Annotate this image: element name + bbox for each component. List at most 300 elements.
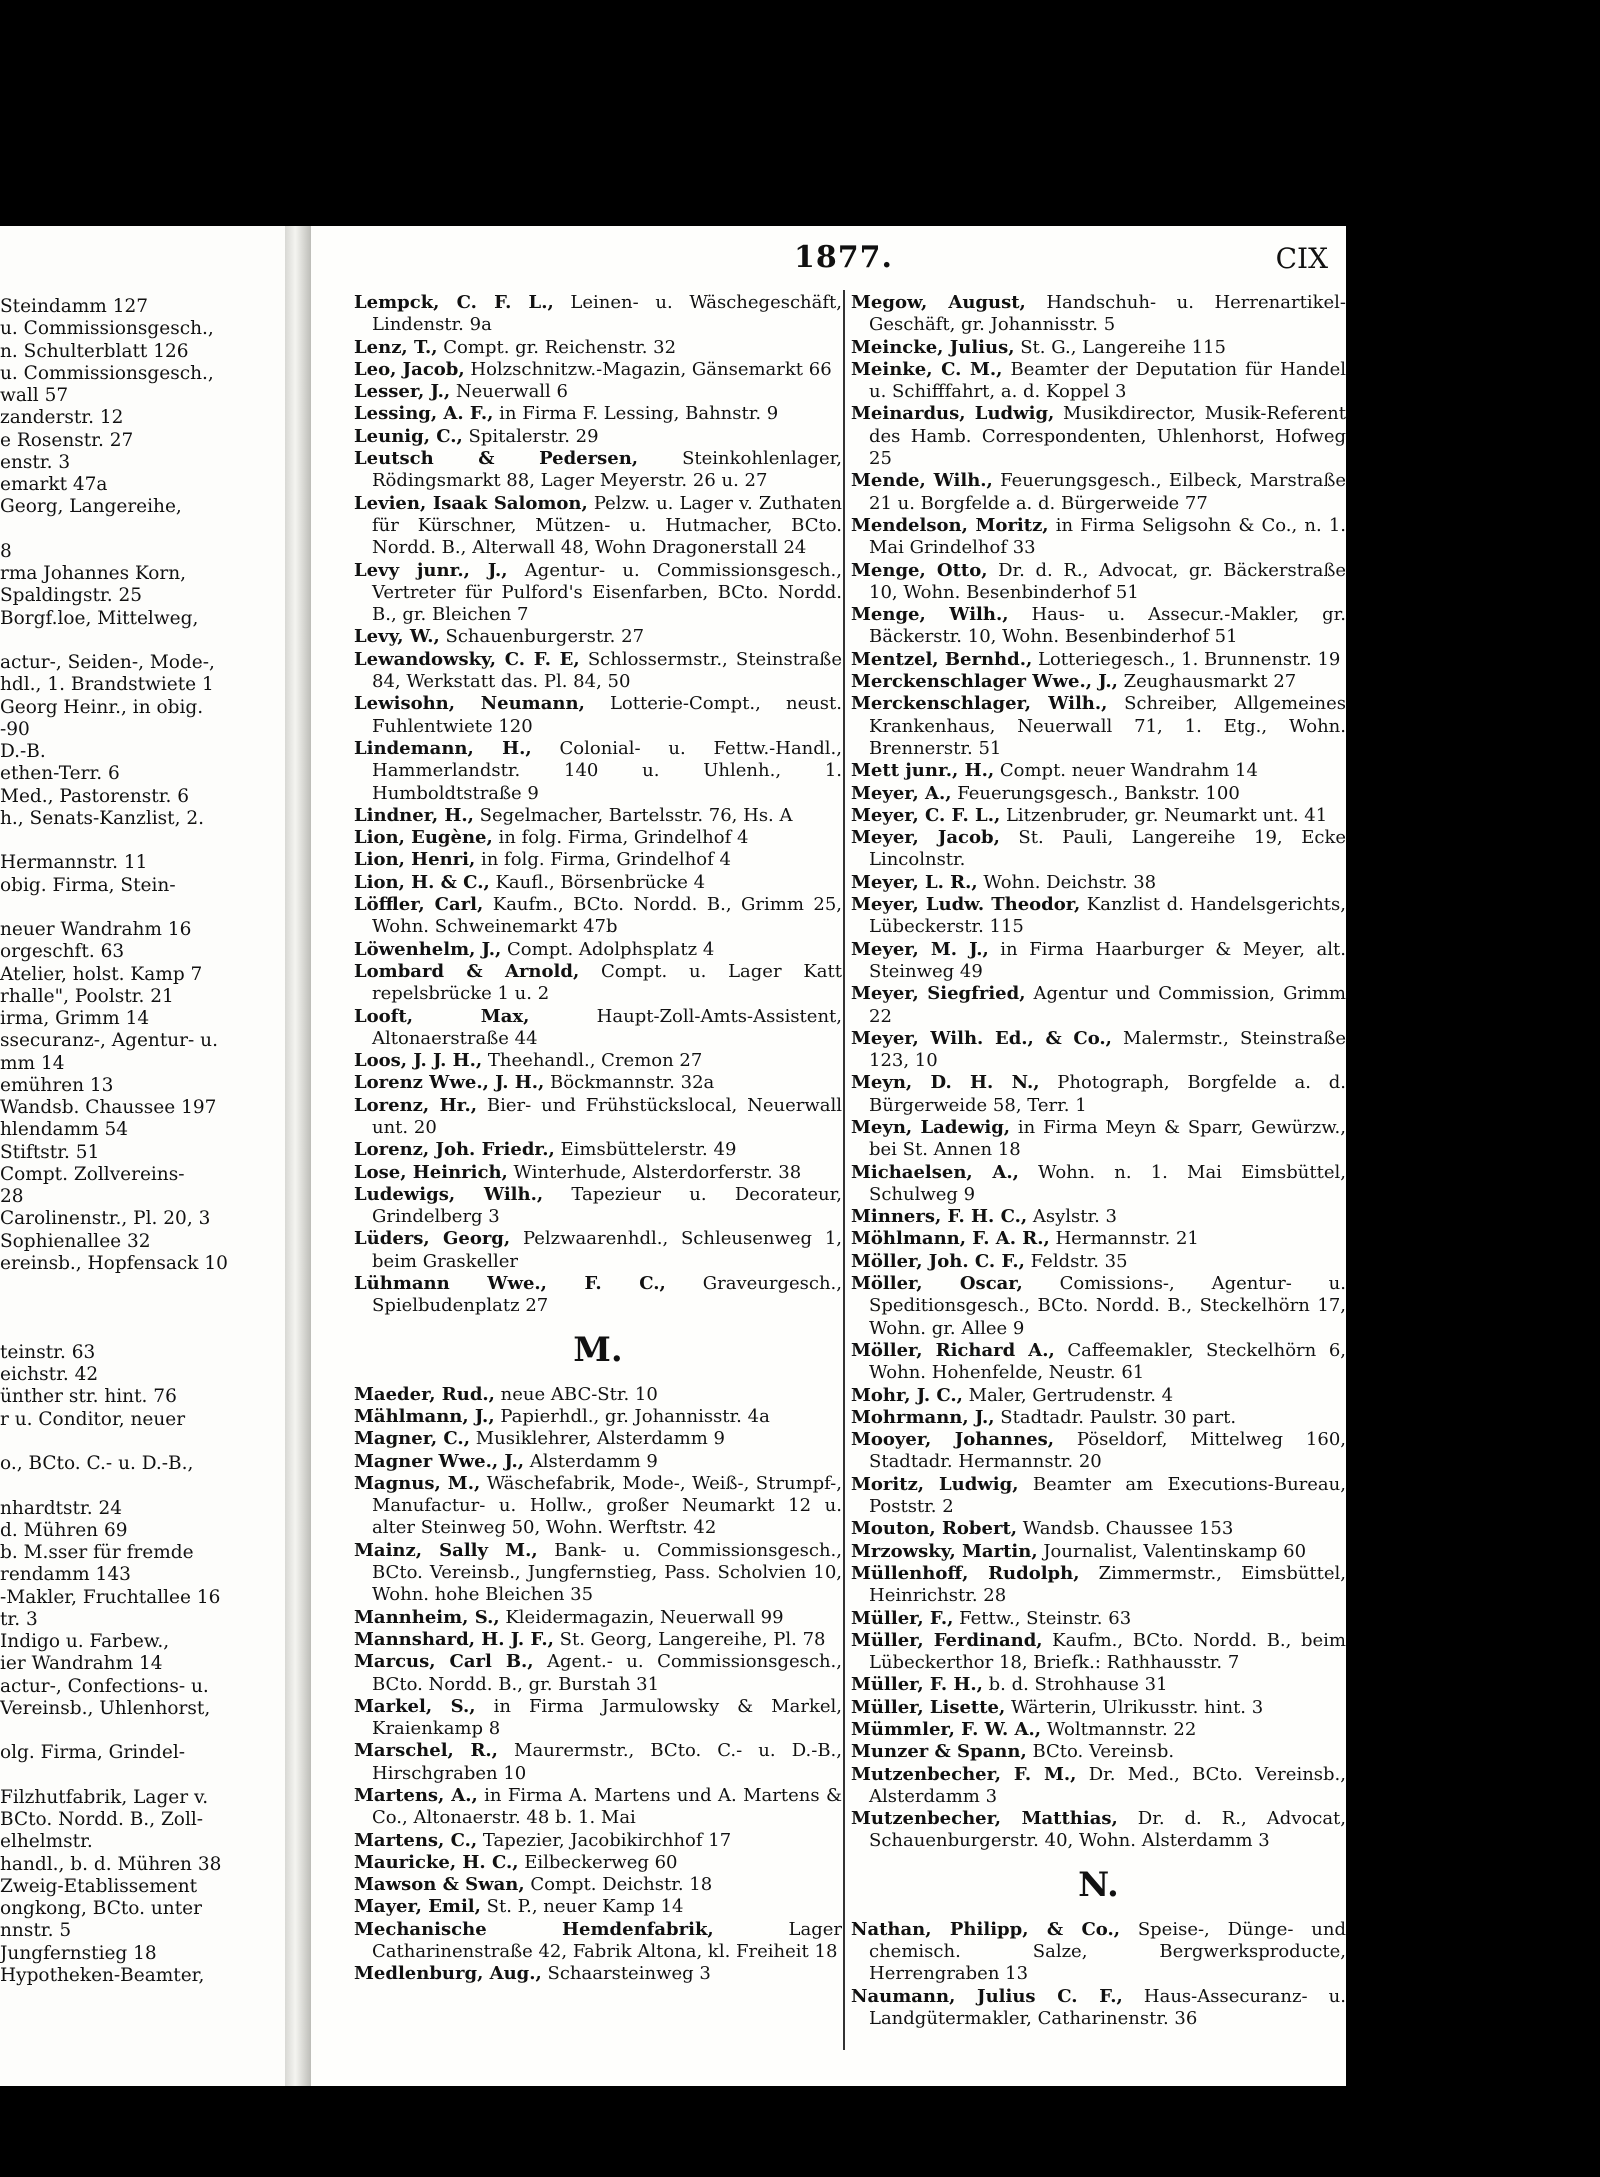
directory-entry (354, 493, 842, 560)
entry-details: in Firma Haarburger & Meyer, alt. Steinweg 49 (869, 938, 1346, 982)
entry-name: Lorenz, Hr., (354, 1094, 477, 1116)
left-page-line: Spaldingstr. 25 (0, 585, 143, 607)
directory-entry (851, 1474, 1346, 1519)
running-head (311, 240, 1346, 280)
entry-details: b. d. Strohhause 31 (982, 1674, 1168, 1696)
directory-entry (851, 604, 1346, 649)
directory-entry (851, 1541, 1346, 1563)
entry-name: Lewandowsky, C. F. E, (354, 648, 580, 670)
left-page-line: elhelmstr. (0, 1831, 93, 1853)
entry-details: Stadtadr. Paulstr. 30 part. (994, 1406, 1237, 1428)
entry-details: neue ABC-Str. 10 (494, 1383, 658, 1405)
entry-details: Dr. d. R., Advocat, gr. Bäckerstraße 10, Wohn. Besenbinderhof 51 (869, 559, 1346, 603)
entry-details: St. Pauli, Langereihe 19, Ecke Lincolnstr. (869, 827, 1346, 871)
left-page-line: Hypotheken-Beamter, (0, 1964, 205, 1986)
entry-name: Magnus, M., (354, 1472, 481, 1494)
entry-name: Lühmann Wwe., F. C., (354, 1273, 666, 1295)
entry-details: Agentur- u. Commissionsgesch., Vertreter für Pulford's Eisenfarben, BCto. Nordd. B., gr. Bleichen 7 (372, 559, 842, 626)
entry-name: Lempck, C. F. L., (354, 292, 554, 313)
left-page-line: Jungfernstieg 18 (0, 1942, 157, 1964)
entry-details: Wohn. Deichstr. 38 (977, 871, 1157, 893)
entry-name: Müller, Lisette, (851, 1696, 1006, 1718)
directory-entry (354, 337, 842, 359)
left-page-line: eichstr. 42 (0, 1364, 99, 1385)
entry-name: Munzer & Spann, (851, 1741, 1027, 1763)
directory-entry (851, 671, 1346, 693)
left-page-line: n. Schulterblatt 126 (0, 340, 189, 362)
directory-entry (354, 359, 842, 381)
left-page-line: Vereinsb., Uhlenhorst, (0, 1697, 211, 1719)
left-page-line: mm 14 (0, 1052, 65, 1074)
entry-details: Journalist, Valentinskamp 60 (1037, 1540, 1307, 1562)
entry-details: Pelzw. u. Lager v. Zuthaten für Kürschner, Mützen- u. Hutmacher, BCto. Nordd. B., Alterwall 48, Wohn Dragonerstall 24 (372, 492, 842, 559)
entry-name: Naumann, Julius C. F., (851, 1985, 1123, 2007)
entry-details: Agent.- u. Commissionsgesch., BCto. Nordd. B., gr. Burstah 31 (372, 1651, 842, 1695)
directory-entry (354, 1740, 842, 1785)
left-page-line (0, 1320, 280, 1342)
entry-name: Mümmler, F. W. A., (851, 1719, 1042, 1740)
entry-details: Photograph, Borgfelde a. d. Bürgerweide 58, Terr. 1 (869, 1072, 1346, 1116)
entry-name: Mouton, Robert, (851, 1518, 1018, 1540)
entry-details: Winterhude, Alsterdorferstr. 38 (507, 1161, 802, 1183)
entry-details: Litzenbruder, gr. Neumarkt unt. 41 (1000, 804, 1328, 826)
directory-entry (354, 1139, 842, 1161)
entry-details: Tapezier, Jacobikirchhof 17 (477, 1829, 732, 1851)
directory-entry (851, 1340, 1346, 1385)
directory-entry (851, 1608, 1346, 1630)
entry-details: Wärterin, Ulrikusstr. hint. 3 (1005, 1696, 1264, 1718)
entry-details: Bier- und Frühstückslocal, Neuerwall unt. 20 (372, 1094, 843, 1138)
entry-details: in Firma Jarmulowsky & Markel, Kraienkamp 8 (372, 1695, 842, 1740)
entry-details: Graveurgesch., Spielbudenplatz 27 (372, 1273, 842, 1317)
left-page-line (0, 1720, 280, 1742)
entry-name: Lorenz Wwe., J. H., (354, 1072, 545, 1094)
entry-details: Haus-Assecuranz- u. Landgütermakler, Catharinenstr. 36 (869, 1985, 1346, 2029)
entry-name: Medlenburg, Aug., (354, 1963, 542, 1985)
directory-entry (851, 292, 1346, 337)
left-page-line: 8 (0, 540, 12, 562)
entry-name: Lion, H. & C., (354, 871, 490, 893)
entry-name: Mrzowsky, Martin, (851, 1540, 1038, 1562)
entry-details: Wohn. n. 1. Mai Eimsbüttel, Schulweg 9 (869, 1161, 1346, 1205)
entry-name: Meyer, Siegfried, (851, 983, 1026, 1005)
directory-entry (354, 1050, 842, 1072)
directory-entry (851, 1764, 1346, 1809)
entry-details: Wandsb. Chaussee 153 (1017, 1518, 1234, 1540)
column-divider (843, 290, 845, 2050)
entry-details: Haupt-Zoll-Amts-Assistent, Altonaerstraße 44 (372, 1005, 842, 1049)
directory-entry (354, 1963, 842, 1985)
directory-entry (354, 1540, 842, 1607)
left-page-line: hdl., 1. Brandstwiete 1 (0, 674, 214, 696)
entry-details: Eilbeckerweg 60 (518, 1851, 678, 1873)
left-page-line (0, 1275, 280, 1297)
entry-name: Meinke, C. M., (851, 358, 1003, 380)
entry-name: Möller, Joh. C. F., (851, 1250, 1025, 1272)
entry-name: Möhlmann, F. A. R., (851, 1228, 1050, 1250)
entry-details: Feuerungsgesch., Bankstr. 100 (951, 782, 1240, 804)
directory-entry (354, 1607, 842, 1629)
entry-name: Minners, F. H. C., (851, 1206, 1028, 1228)
entry-details: Maler, Gertrudenstr. 4 (962, 1384, 1174, 1406)
directory-entry (851, 760, 1346, 782)
entry-name: Mannheim, S., (354, 1606, 500, 1628)
directory-entry (851, 1385, 1346, 1407)
directory-entry (354, 1874, 842, 1896)
directory-entry (851, 403, 1346, 470)
entry-details: Lotteriegesch., 1. Brunnenstr. 19 (1032, 648, 1341, 670)
entry-details: Dr. Med., BCto. Vereinsb., Alsterdamm 3 (869, 1763, 1346, 1807)
left-page-line: Wandsb. Chaussee 197 (0, 1097, 217, 1118)
directory-entry (354, 1830, 842, 1852)
directory-entry (354, 1852, 842, 1874)
entry-name: Merckenschlager, Wilh., (851, 693, 1108, 715)
left-page-line: -Makler, Fruchtallee 16 (0, 1586, 221, 1608)
directory-entry (851, 515, 1346, 560)
entry-details: Feldstr. 35 (1024, 1250, 1128, 1272)
entry-details: Neuerwall 6 (450, 381, 568, 403)
left-page-line (0, 897, 280, 919)
left-page-line: Carolinenstr., Pl. 20, 3 (0, 1208, 211, 1230)
entry-name: Ludewigs, Wilh., (354, 1183, 544, 1205)
entry-name: Markel, S., (354, 1695, 476, 1717)
entries-l (354, 292, 842, 1318)
entry-name: Nathan, Philipp, & Co., (851, 1918, 1120, 1940)
entry-name: Mayer, Emil, (354, 1896, 481, 1918)
directory-entry (851, 1518, 1346, 1540)
entry-name: Levy, W., (354, 626, 440, 648)
directory-entry (851, 1028, 1346, 1073)
left-page-line: olg. Firma, Grindel- (0, 1742, 185, 1764)
directory-entry (851, 1697, 1346, 1719)
left-page-line: handl., b. d. Mühren 38 (0, 1853, 222, 1875)
directory-entry (851, 1228, 1346, 1250)
section-letter-m: M. (573, 1329, 623, 1370)
directory-entry (354, 1006, 842, 1051)
directory-entry (354, 292, 842, 337)
directory-entry (354, 1095, 842, 1140)
entry-name: Marschel, R., (354, 1740, 498, 1762)
entry-details: Pöseldorf, Mittelweg 160, Stadtadr. Hermannstr. 20 (869, 1429, 1346, 1473)
left-page-column (0, 296, 280, 1987)
entry-details: Zeughausmarkt 27 (1117, 671, 1297, 693)
entry-name: Moritz, Ludwig, (851, 1473, 1019, 1495)
left-page-line: emühren 13 (0, 1074, 114, 1096)
left-page-line: 28 (0, 1186, 24, 1207)
entry-details: Schreiber, Allgemeines Krankenhaus, Neuerwall 71, 1. Etg., Wohn. Brennerstr. 51 (869, 693, 1346, 759)
directory-entry (851, 649, 1346, 671)
entry-details: Leinen- u. Wäschegeschäft, Lindenstr. 9a (372, 292, 842, 336)
left-page-line: b. M.sser für fremde (0, 1542, 194, 1563)
entry-details: St. P., neuer Kamp 14 (480, 1896, 684, 1918)
directory-entry (851, 1741, 1346, 1763)
directory-entry (354, 1406, 842, 1428)
entry-name: Loos, J. J. H., (354, 1050, 483, 1072)
left-page-line: ethen-Terr. 6 (0, 763, 120, 785)
directory-entry (851, 1919, 1346, 1986)
entry-details: Musiklehrer, Alsterdamm 9 (469, 1428, 725, 1450)
entry-details: Holzschnitzw.-Magazin, Gänsemarkt 66 (464, 358, 832, 380)
right-page (311, 226, 1346, 2086)
entry-details: Kaufm., BCto. Nordd. B., Grimm 25, Wohn. Schweinemarkt 47b (372, 894, 843, 938)
entry-name: Müllenhoff, Rudolph, (851, 1562, 1080, 1584)
entry-name: Mauricke, H. C., (354, 1851, 519, 1873)
directory-entry (851, 1072, 1346, 1117)
directory-entry (851, 1273, 1346, 1340)
directory-entry (354, 827, 842, 849)
directory-entry (851, 1719, 1346, 1741)
entry-details: Caffeemakler, Steckelhörn 6, Wohn. Hohenfelde, Neustr. 61 (869, 1339, 1346, 1384)
directory-entry (851, 827, 1346, 872)
entry-name: Leunig, C., (354, 425, 463, 447)
entry-name: Müller, F., (851, 1607, 954, 1629)
directory-entry (354, 1273, 842, 1318)
left-page-line: hlendamm 54 (0, 1119, 129, 1141)
entries-m-left (354, 1384, 842, 1986)
left-page-line: ereinsb., Hopfensack 10 (0, 1252, 228, 1274)
entry-name: Meyer, Ludw. Theodor, (851, 894, 1081, 916)
entry-name: Meincke, Julius, (851, 336, 1015, 358)
entry-details: in folg. Firma, Grindelhof 4 (475, 849, 731, 871)
entry-name: Leo, Jacob, (354, 358, 465, 380)
entry-details: Beamter der Deputation für Handel u. Schifffahrt, a. d. Koppel 3 (869, 358, 1346, 403)
entry-details: Kaufl., Börsenbrücke 4 (489, 871, 706, 893)
page-number: CIX (1275, 242, 1328, 275)
entry-details: in folg. Firma, Grindelhof 4 (492, 827, 749, 849)
left-page-line (0, 1765, 280, 1787)
left-page-line: teinstr. 63 (0, 1341, 96, 1363)
entry-details: Tapezieur u. Decorateur, Grindelberg 3 (372, 1183, 842, 1228)
entry-name: Menge, Wilh., (851, 604, 1009, 626)
directory-entry (851, 693, 1346, 760)
directory-entry (851, 560, 1346, 605)
entry-name: Müller, F. H., (851, 1674, 983, 1696)
directory-column-left (354, 292, 842, 1986)
directory-entry (851, 470, 1346, 515)
directory-entry (851, 337, 1346, 359)
left-page-line: Steindamm 127 (0, 296, 149, 317)
entry-name: Mannshard, H. J. F., (354, 1628, 554, 1650)
left-page-line (0, 1431, 280, 1453)
entry-name: Michaelsen, A., (851, 1161, 1019, 1183)
left-page-line: obig. Firma, Stein- (0, 874, 176, 896)
left-page-line: -90 (0, 718, 30, 740)
entry-details: Steinkohlenlager, Rödingsmarkt 88, Lager Meyerstr. 26 u. 27 (372, 448, 842, 492)
entry-name: Levien, Isaak Salomon, (354, 492, 588, 514)
entry-details: Feuerungsgesch., Eilbeck, Marstraße 21 u. Borgfelde a. d. Bürgerweide 77 (869, 470, 1346, 514)
left-page-line: Stiftstr. 51 (0, 1141, 100, 1163)
directory-entry (354, 738, 842, 805)
directory-entry (851, 894, 1346, 939)
left-page-line: actur-, Confections- u. (0, 1675, 209, 1697)
entry-name: Magner Wwe., J., (354, 1450, 525, 1472)
entry-name: Mendelson, Moritz, (851, 514, 1049, 536)
directory-entry (354, 894, 842, 939)
left-page-fragment (0, 226, 285, 2086)
entry-name: Meyer, Wilh. Ed., & Co., (851, 1027, 1112, 1049)
entry-details: Maurermstr., BCto. C.- u. D.-B., Hirschgraben 10 (372, 1740, 842, 1784)
entry-name: Mohrmann, J., (851, 1406, 995, 1428)
entry-details: in Firma Seligsohn & Co., n. 1. Mai Grindelhof 33 (869, 514, 1346, 559)
entry-name: Levy junr., J., (354, 559, 508, 581)
directory-entry (354, 693, 842, 738)
left-page-line: Hermannstr. 11 (0, 852, 148, 874)
directory-entry (851, 1162, 1346, 1207)
entry-details: Handschuh- u. Herrenartikel-Geschäft, gr. Johannisstr. 5 (869, 292, 1346, 336)
entry-name: Mählmann, J., (354, 1405, 495, 1427)
entry-details: Schauenburgerstr. 27 (439, 626, 645, 648)
entry-name: Mechanische Hemdenfabrik, (354, 1918, 714, 1940)
entry-name: Mentzel, Bernhd., (851, 648, 1033, 670)
directory-entry (354, 448, 842, 493)
left-page-line: u. Commissionsgesch., (0, 362, 214, 384)
entry-details: Fettw., Steinstr. 63 (953, 1607, 1132, 1629)
left-page-line: Borgf.loe, Mittelweg, (0, 607, 199, 629)
page-year: 1877. (794, 240, 893, 275)
entry-details: in Firma Meyn & Sparr, Gewürzw., bei St. Annen 18 (869, 1116, 1346, 1161)
directory-entry (354, 1473, 842, 1540)
left-page-line: nnstr. 5 (0, 1920, 72, 1942)
entry-details: Böckmannstr. 32a (544, 1072, 715, 1094)
entry-details: St. Georg, Langereihe, Pl. 78 (553, 1628, 826, 1650)
directory-entry (851, 1206, 1346, 1228)
entry-name: Menge, Otto, (851, 559, 988, 581)
entry-details: Pelzwaarenhdl., Schleusenweg 1, beim Graskeller (372, 1228, 842, 1272)
entry-name: Maeder, Rud., (354, 1383, 495, 1405)
left-page-line: enstr. 3 (0, 451, 71, 473)
directory-entry (354, 849, 842, 871)
directory-entry (851, 359, 1346, 404)
directory-entry (354, 1384, 842, 1406)
directory-entry (851, 1563, 1346, 1608)
left-page-line: ünther str. hint. 76 (0, 1386, 177, 1408)
directory-entry (354, 939, 842, 961)
entry-details: Hermannstr. 21 (1049, 1228, 1199, 1250)
left-page-line: Georg, Langereihe, (0, 496, 182, 518)
directory-entry (851, 939, 1346, 984)
directory-entry (851, 1429, 1346, 1474)
entries-n (851, 1919, 1346, 2030)
left-page-line (0, 1297, 280, 1319)
directory-entry (354, 1162, 842, 1184)
directory-entry (354, 1896, 842, 1918)
entry-details: Kaufm., BCto. Nordd. B., beim Lübeckerthor 18, Briefk.: Rathhausstr. 7 (869, 1629, 1346, 1674)
entry-details: Bank- u. Commissionsgesch., BCto. Vereinsb., Jungfernstieg, Pass. Scholvien 10, Wohn. hohe Bleichen 35 (372, 1539, 842, 1606)
entry-name: Mett junr., H., (851, 760, 995, 782)
directory-entry (851, 1808, 1346, 1853)
directory-entry (354, 805, 842, 827)
entry-name: Magner, C., (354, 1428, 470, 1450)
entry-name: Leutsch & Pedersen, (354, 448, 639, 470)
directory-entry (851, 1630, 1346, 1675)
entry-details: Colonial- u. Fettw.-Handl., Hammerlandstr. 140 u. Uhlenh., 1. Humboldtstraße 9 (372, 737, 842, 804)
entry-name: Lüders, Georg, (354, 1228, 511, 1250)
entry-name: Löffler, Carl, (354, 894, 484, 916)
directory-entry (851, 1674, 1346, 1696)
entry-name: Möller, Richard A., (851, 1339, 1055, 1361)
entry-name: Megow, August, (851, 292, 1026, 313)
directory-entry (354, 1629, 842, 1651)
entry-name: Meyer, A., (851, 782, 952, 804)
entry-name: Merckenschlager Wwe., J., (851, 671, 1118, 693)
left-page-line (0, 830, 280, 852)
entry-details: Comissions-, Agentur- u. Speditionsgesch., BCto. Nordd. B., Steckelhörn 17, Wohn. gr. Allee 9 (869, 1273, 1346, 1339)
directory-entry (851, 805, 1346, 827)
entry-name: Lewisohn, Neumann, (354, 693, 585, 715)
entry-details: Segelmacher, Bartelsstr. 76, Hs. A (473, 804, 793, 826)
directory-entry (851, 872, 1346, 894)
entry-details: in Firma F. Lessing, Bahnstr. 9 (493, 403, 779, 425)
entry-name: Löwenhelm, J., (354, 938, 502, 960)
entry-details: Wäschefabrik, Mode-, Weiß-, Strumpf-, Manufactur- u. Hollw., großer Neumarkt 12 u. alter Steinweg 50, Wohn. Werftstr. 42 (372, 1472, 842, 1539)
entry-name: Meyer, Jacob, (851, 827, 1000, 849)
entry-name: Lorenz, Joh. Friedr., (354, 1139, 555, 1161)
directory-entry (354, 1785, 842, 1830)
directory-entry (354, 1072, 842, 1094)
directory-entry (354, 1428, 842, 1450)
left-page-line: tr. 3 (0, 1608, 38, 1630)
entry-details: Agentur und Commission, Grimm 22 (869, 983, 1346, 1027)
entry-details: Compt. Adolphsplatz 4 (501, 938, 715, 960)
entry-name: Meyn, Ladewig, (851, 1116, 1011, 1138)
directory-entry (354, 426, 842, 448)
entry-name: Meyn, D. H. N., (851, 1072, 1040, 1094)
left-page-line: Filzhutfabrik, Lager v. (0, 1786, 209, 1808)
left-page-line (0, 519, 280, 541)
left-page-line: orgeschft. 63 (0, 941, 125, 963)
entry-details: Eimsbüttelerstr. 49 (554, 1139, 737, 1161)
directory-entry (354, 1919, 842, 1964)
entry-details: Musikdirector, Musik-Referent des Hamb. Correspondenten, Uhlenhorst, Hofweg 25 (869, 403, 1346, 470)
entry-name: Möller, Oscar, (851, 1273, 1023, 1295)
entry-name: Lion, Eugène, (354, 827, 493, 849)
entry-name: Mooyer, Johannes, (851, 1429, 1055, 1451)
entry-details: Schaarsteinweg 3 (541, 1963, 711, 1985)
left-page-line: d. Mühren 69 (0, 1519, 128, 1541)
left-page-line: zanderstr. 12 (0, 407, 124, 429)
directory-entry (354, 560, 842, 627)
left-page-line: rma Johannes Korn, (0, 563, 187, 584)
entry-name: Martens, C., (354, 1829, 478, 1851)
left-page-line: wall 57 (0, 385, 69, 406)
entry-name: Meyer, L. R., (851, 871, 978, 893)
entry-name: Mohr, J. C., (851, 1384, 963, 1406)
left-page-line: Compt. Zollvereins- (0, 1163, 185, 1185)
left-page-line (0, 1475, 280, 1497)
directory-entry (354, 403, 842, 425)
entry-details: Lager Catharinenstraße 42, Fabrik Altona, kl. Freiheit 18 (372, 1918, 842, 1963)
entry-name: Lesser, J., (354, 381, 451, 403)
left-page-line: h., Senats-Kanzlist, 2. (0, 807, 204, 829)
directory-entry (354, 1184, 842, 1229)
entry-details: Speise-, Dünge- und chemisch. Salze, Bergwerksproducte, Herrengraben 13 (869, 1918, 1346, 1985)
left-page-line: irma, Grimm 14 (0, 1008, 150, 1029)
entry-name: Marcus, Carl B., (354, 1651, 534, 1673)
entry-name: Mawson & Swan, (354, 1874, 525, 1896)
directory-entry (851, 1251, 1346, 1273)
left-page-line: Atelier, holst. Kamp 7 (0, 963, 203, 985)
entry-details: St. G., Langereihe 115 (1014, 336, 1226, 358)
directory-entry (354, 1651, 842, 1696)
left-page-line: Indigo u. Farbew., (0, 1631, 170, 1652)
entry-details: Beamter am Executions-Bureau, Poststr. 2 (869, 1473, 1346, 1518)
entry-details: Compt. neuer Wandrahm 14 (994, 760, 1258, 782)
left-page-line: u. Commissionsgesch., (0, 318, 214, 340)
entry-details: Compt. Deichstr. 18 (524, 1874, 713, 1896)
directory-entry (851, 783, 1346, 805)
entry-details: Malermstr., Steinstraße 123, 10 (869, 1027, 1346, 1072)
directory-entry (851, 1117, 1346, 1162)
